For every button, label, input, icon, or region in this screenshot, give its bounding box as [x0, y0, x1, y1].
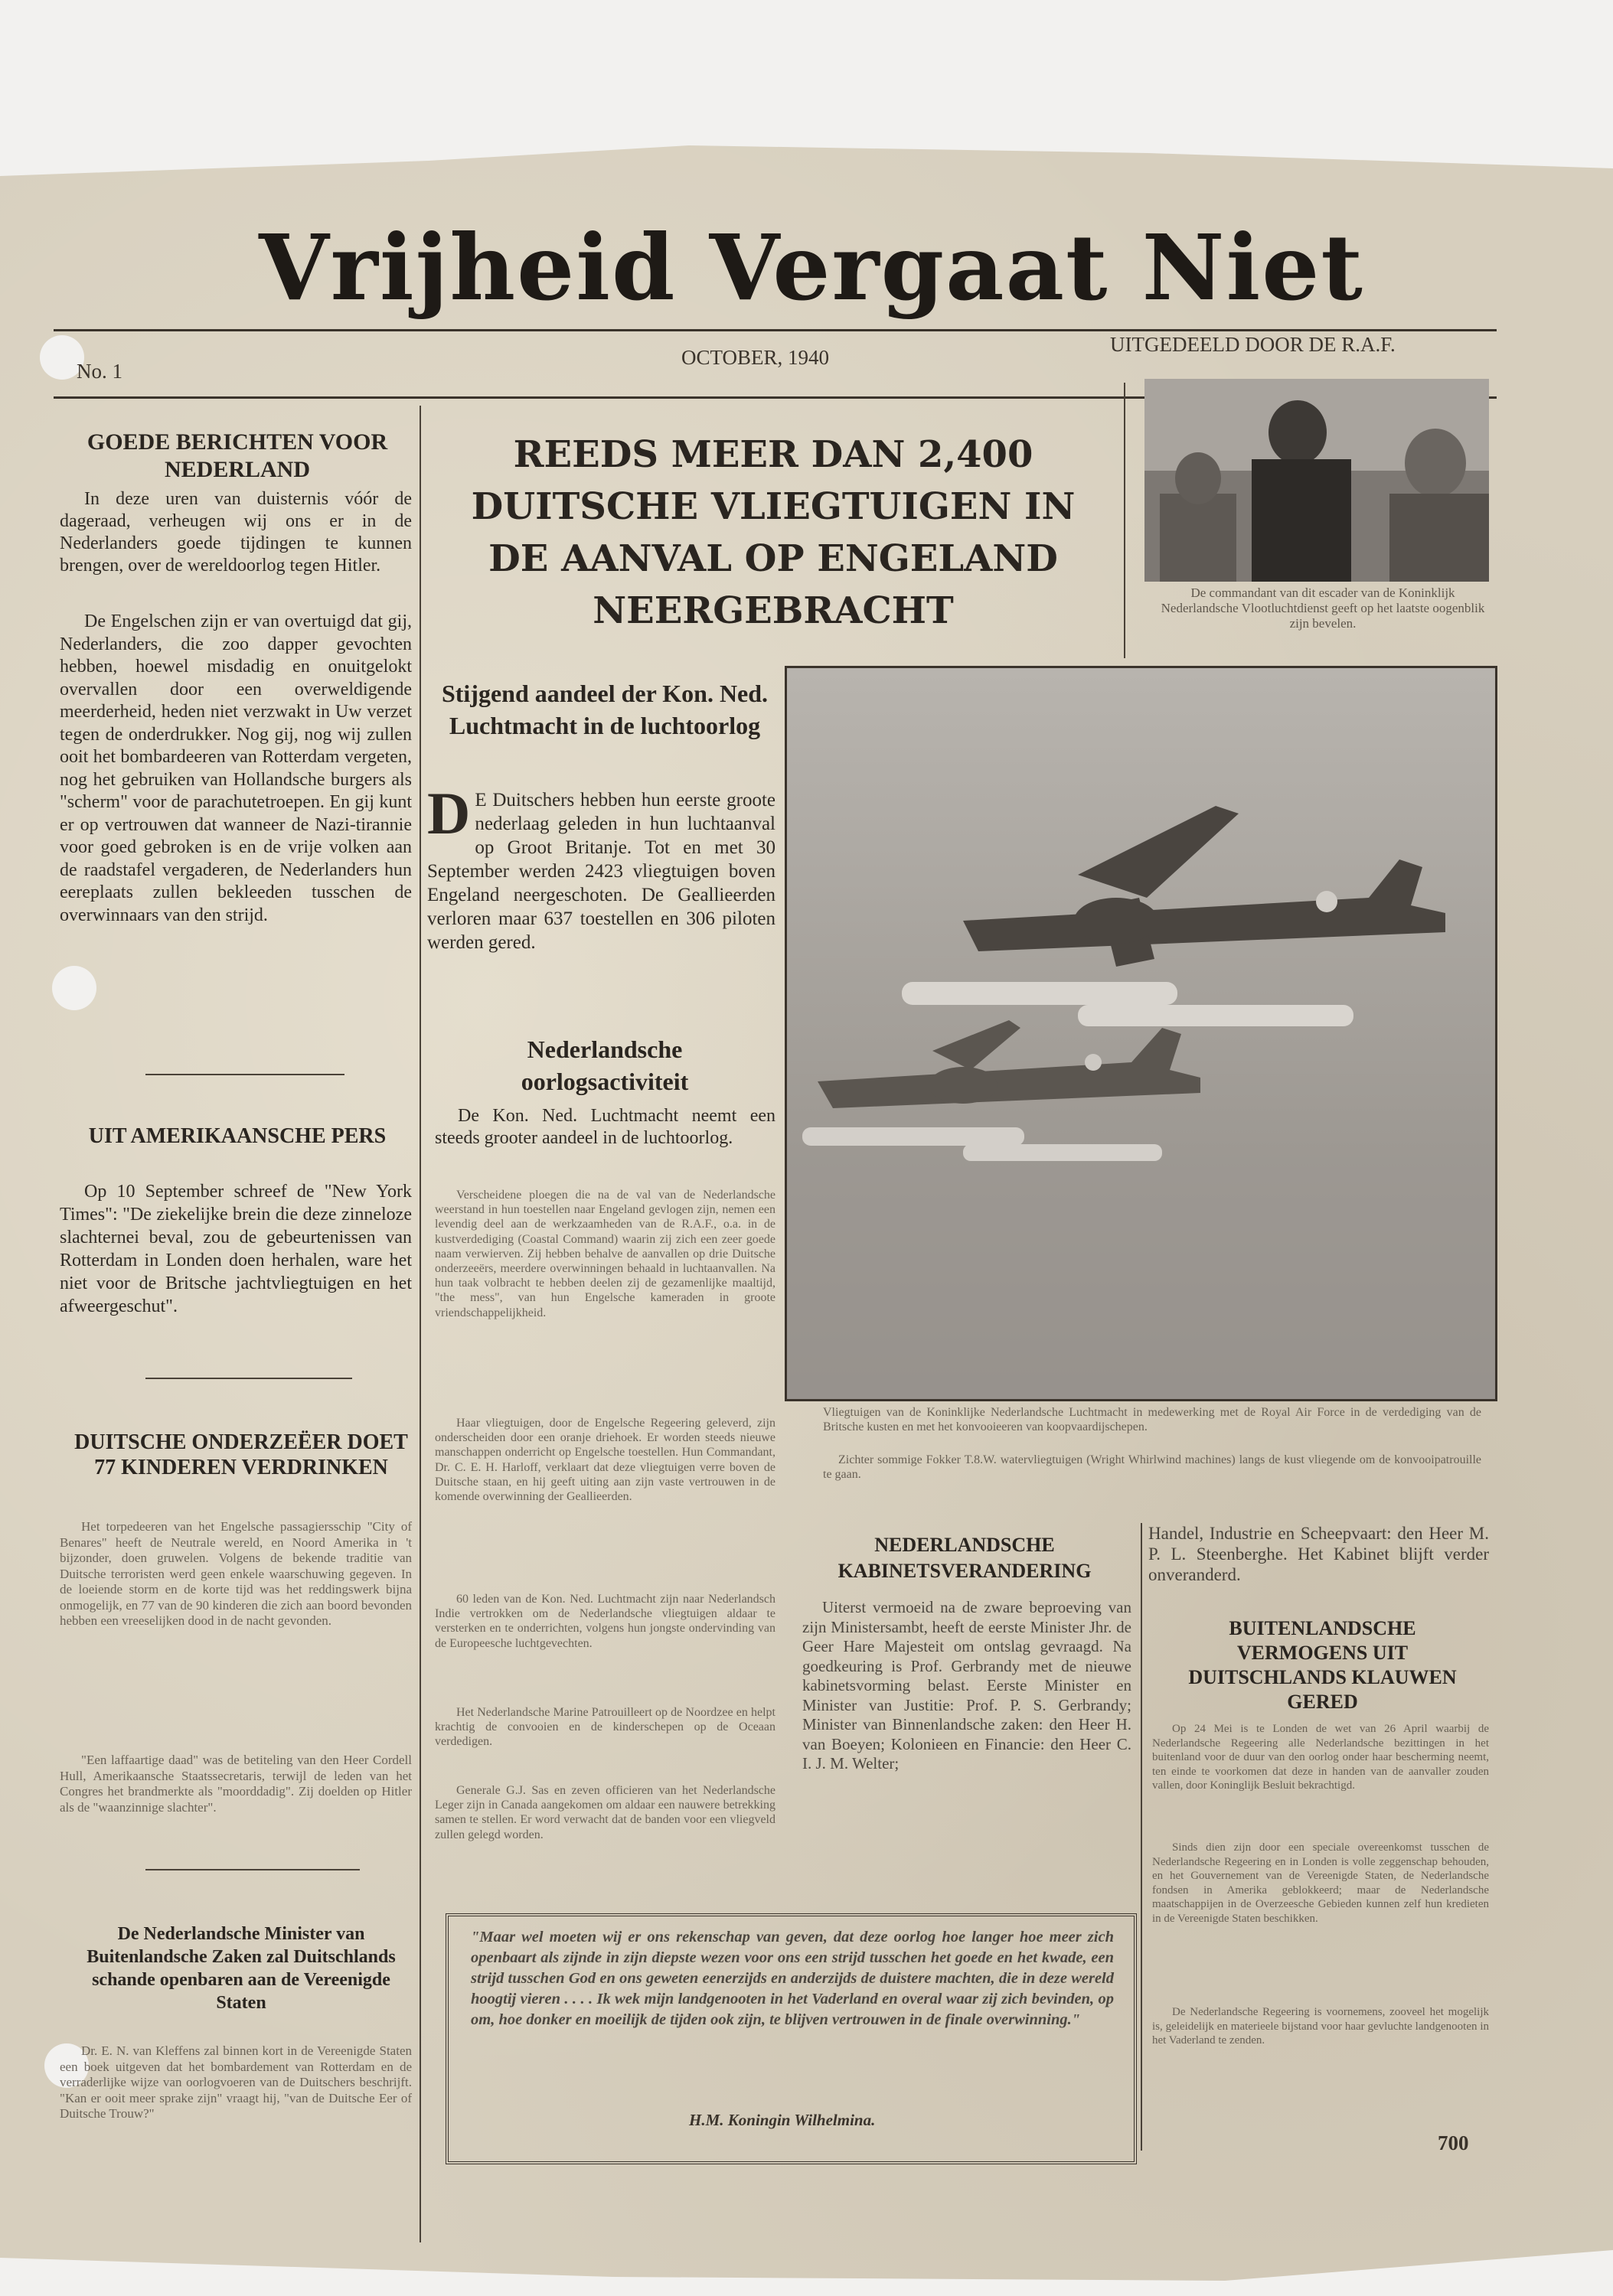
article-heading: BUITENLANDSCHE VERMOGENS UIT DUITSCHLANDS KLAUWEN GERED — [1188, 1617, 1457, 1713]
article-paragraph: Sinds dien zijn door een speciale overeenkomst tusschen de Nederlandsche Regeering en in Londen is volle zeggenschap behouden, en het Gouvernement van de Vereenigde Staten, de Nederlandsche fondsen in Amerika geblokkeerd; maar de Nederlandsche maatschappijen in de Overzeesche Gebieden kunnen zelf hun kredieten in de Vereenigde Staten beschikken. — [1152, 1841, 1489, 1925]
photo-caption: Zichter sommige Fokker T.8.W. watervliegtuigen (Wright Whirlwind machines) langs de kust vliegende om de konvooipatrouille te gaan. — [823, 1453, 1481, 1481]
article-paragraph: Uiterst vermoeid na de zware beproeving van zijn Ministersambt, heeft de eerste Minister Jhr. de Geer Hare Majesteit om ontslag gevraagd. Na goedkeuring is Prof. Gerbrandy met de nieuwe kabinetsvorming belast. Eerste Minister en Minister van Justitie: Prof. P. S. Gerbrandy; Minister van Binnenlandsche zaken: den Heer H. van Boeyen; Kolonieen en Financie: den Heer C. I. J. M. Welter; — [802, 1598, 1131, 1773]
article-heading: Stijgend aandeel der Kon. Ned. Luchtmacht in de luchtoorlog — [441, 680, 769, 739]
article-paragraph: 60 leden van de Kon. Ned. Luchtmacht zijn naar Nederlandsch Indie vertrokken om de Nederlandsche vliegtuigen aldaar te versterken en te onderrichten, volgens hun jongste ondervinding van de Europeesche luchtgevechten. — [435, 1593, 775, 1650]
masthead-title: Vrijheid Vergaat Niet — [259, 214, 1364, 321]
quote-attribution: H.M. Koningin Wilhelmina. — [689, 2111, 876, 2129]
punch-hole — [52, 966, 96, 1010]
column-divider — [1124, 383, 1125, 658]
article-paragraph: Generale G.J. Sas en zeven officieren van het Nederlandsche Leger zijn in Canada aangekomen om aldaar een nauwere betrekking samen te stellen. Er word verwacht dat de banden voor een vliegveld zullen gelegd worden. — [435, 1784, 775, 1841]
column-divider — [420, 406, 421, 2242]
main-headline: REEDS MEER DAN 2,400 DUITSCHE VLIEGTUIGEN IN DE AANVAL OP ENGELAND NEERGEBRACHT — [471, 433, 1076, 632]
article-paragraph: Haar vliegtuigen, door de Engelsche Regeering geleverd, zijn onderscheiden door een oranje driehoek. Er worden steeds nieuwe manschappen onderricht op Engelsche toestellen. Hun Commandant, Dr. C. E. H. Harloff, verklaart dat deze vliegtuigen verre boven de Duitsche staan, en hij geeft uiting aan zijn vaste vertrouwen in de komende overwinning der Geallieerden. — [435, 1417, 775, 1504]
section-rule — [145, 1074, 344, 1075]
section-rule — [145, 1869, 360, 1870]
article-paragraph: Dr. E. N. van Kleffens zal binnen kort in de Vereenigde Staten een boek uitgeven dat het bombardement van Rotterdam en de verraderlijke wijze van oorlogvoeren van de Duitschers beschrijft. "Kan er ooit meer sprake zijn" vraagt hij, "van de Duitsche Eer of Duitsche Trouw?" — [60, 2043, 412, 2121]
photo-commander — [1144, 379, 1489, 582]
article-heading: DUITSCHE ONDERZEËER DOET 77 KINDEREN VERDRINKEN — [74, 1430, 408, 1479]
photo-commander-image — [1144, 379, 1489, 582]
article-paragraph: Verscheidene ploegen die na de val van de Nederlandsche weerstand in hun toestellen naar Engeland gevlogen zijn, nemen een levendig deel aan de werkzaamheden van de R.A.F., o.a. in de kustverdediging (Coastal Command) waarin zij zich een zeer goede naam verwierven. Zij hebben behalve de aanvallen op drie Duitsche onderzeeërs, meerdere overwinningen behaald in luchtaanvallen. Na hun taak volbracht te hebben deelen zij de gezamenlijke maaltijd, "the mess", van hun Engelsche kameraden in groote vriendschappelijkheid. — [435, 1189, 775, 1319]
article-paragraph: Op 10 September schreef de "New York Times": "De ziekelijke brein die deze zinneloze slachternei beval, zou de gebeurtenissen van Rotterdam in Londen doen herhalen, ware het niet voor de Britsche jachtvliegtuigen en het afweergeschut". — [60, 1182, 412, 1316]
article-heading: NEDERLANDSCHE KABINETSVERANDERING — [838, 1534, 1092, 1582]
drop-cap-text: E Duitschers hebben hun eerste groote nederlaag geleden in hun luchtaanval op Groot Britanje. Tot en met 30 September werden 2423 vliegtuigen boven Engeland neergeschoten. De Geallieerden verloren maar 637 toestellen en 306 piloten werden gered. — [427, 790, 775, 953]
masthead-rule — [54, 329, 1497, 331]
photo-caption: De commandant van dit escader van de Koninklijk Nederlandsche Vlootluchtdienst geeft op het laatste oogenblik zijn bevelen. — [1161, 585, 1485, 631]
article-heading: UIT AMERIKAANSCHE PERS — [88, 1124, 387, 1148]
issue-date: OCTOBER, 1940 — [681, 346, 830, 369]
article-paragraph: De Kon. Ned. Luchtmacht neemt een steeds grooter aandeel in de luchtoorlog. — [435, 1106, 775, 1148]
article-paragraph — [427, 780, 775, 954]
article-paragraph: Op 24 Mei is te Londen de wet van 26 April waarbij de Nederlandsche Regeering alle Nederlandsche bezittingen in het buitenland voor de duur van den oorlog onder haar bescherming neemt, ten einde te voorkomen dat deze in handen van de aanvaller zouden vallen, door Koninglijk Besluit bekrachtigd. — [1152, 1723, 1489, 1792]
page-number: 700 — [1438, 2131, 1469, 2154]
article-paragraph: Handel, Industrie en Scheepvaart: den Heer M. P. L. Steenberghe. Het Kabinet blijft verder onveranderd. — [1148, 1524, 1489, 1584]
quote-text: "Maar wel moeten wij er ons rekenschap van geven, dat deze oorlog hoe langer hoe meer zich openbaart als zijnde in zijn diepste wezen voor ons een strijd tusschen het goede en het kwade, een strijd tusschen God en ons geweten eenerzijds en anderzijds de duistere machten, die in deze wereld hoogtij vieren . . . . Ik wek mijn landgenooten in het Vaderland en overal waar zij zich bevinden, op om, hoe donker en moeilijk de tijden ook zijn, te blijven vertrouwen in de finale overwinning." — [471, 1929, 1114, 2028]
article-paragraph: "Een laffaartige daad" was de betiteling van den Heer Cordell Hull, Amerikaansche Staatssecretaris, terwijl de leden van het Congres het brandmerkte als "moorddadig". Zij doelden op Hitler als de "waanzinnige slachter". — [60, 1753, 412, 1815]
article-paragraph: Het Nederlandsche Marine Patrouilleert op de Noordzee en helpt krachtig de convooien en de kinderschepen op de Oceaan verdedigen. — [435, 1706, 775, 1749]
seaplanes-image — [787, 668, 1495, 1399]
photo-caption: Vliegtuigen van de Koninklijke Nederlandsche Luchtmacht in medewerking met de Royal Air Force in de verdediging van de Britsche kusten en met het konvooieeren van koopvaardijschepen. — [823, 1406, 1481, 1433]
section-rule — [145, 1378, 352, 1379]
distributed-by: UITGEDEELD DOOR DE R.A.F. — [1110, 333, 1396, 356]
article-heading: GOEDE BERICHTEN VOOR NEDERLAND — [87, 429, 388, 482]
issue-number: No. 1 — [77, 360, 122, 383]
photo-seaplanes — [785, 666, 1497, 1401]
column-divider — [1141, 1523, 1142, 2151]
article-paragraph: Het torpedeeren van het Engelsche passagiersschip "City of Benares" heeft de Neutrale wereld, en Noord Amerika in 't bijzonder, doen gruwelen. Volgens de bekende traditie van Duitsche terroristen werd geen enkele waarschuwing gegeven. In de loeiende storm en de korte tijd was het reddingswerk bijna onmogelijk, en 77 van de 90 kinderen die zich aan boord bevonden hebben een vreeselijken dood in de nacht gevonden. — [60, 1519, 412, 1628]
article-paragraph: De Nederlandsche Regeering is voornemens, zooveel het mogelijk is, geleidelijk en materieele bijstand voor haar gevluchte landgenooten in het Vaderland te zenden. — [1152, 2006, 1489, 2047]
article-heading: Nederlandsche oorlogsactiviteit — [521, 1035, 689, 1095]
article-paragraph: In deze uren van duisternis vóór de dageraad, verheugen wij ons er in de Nederlanders goede tijdingen te kunnen brengen, over de wereldoorlog tegen Hitler. — [60, 489, 412, 576]
article-heading: De Nederlandsche Minister van Buitenlandsche Zaken zal Duitschlands schande openbaren aan de Vereenigde Staten — [87, 1924, 396, 2013]
article-paragraph: De Engelschen zijn er van overtuigd dat gij, Nederlanders, die zoo dapper gevochten hebben, hoewel misdadig en onuitgelokt overvallen door een overweldigende meerderheid, heden niet verzwakt in Uw verzet tegen de onderdrukker. Nog gij, nog wij zullen ooit het bombardeeren van Rotterdam vergeten, nog het gebruiken van Hollandsche burgers als "scherm" voor de parachutetroepen. En gij kunt er op vertrouwen dat wanneer de Nazi-tirannie voor goed gebroken is en de vrije volken aan de raadstafel vergaderen, de Nederlanders hun eereplaats zullen bekleeden tusschen de overwinnaars van den strijd. — [60, 612, 412, 925]
drop-cap: D — [427, 780, 471, 846]
